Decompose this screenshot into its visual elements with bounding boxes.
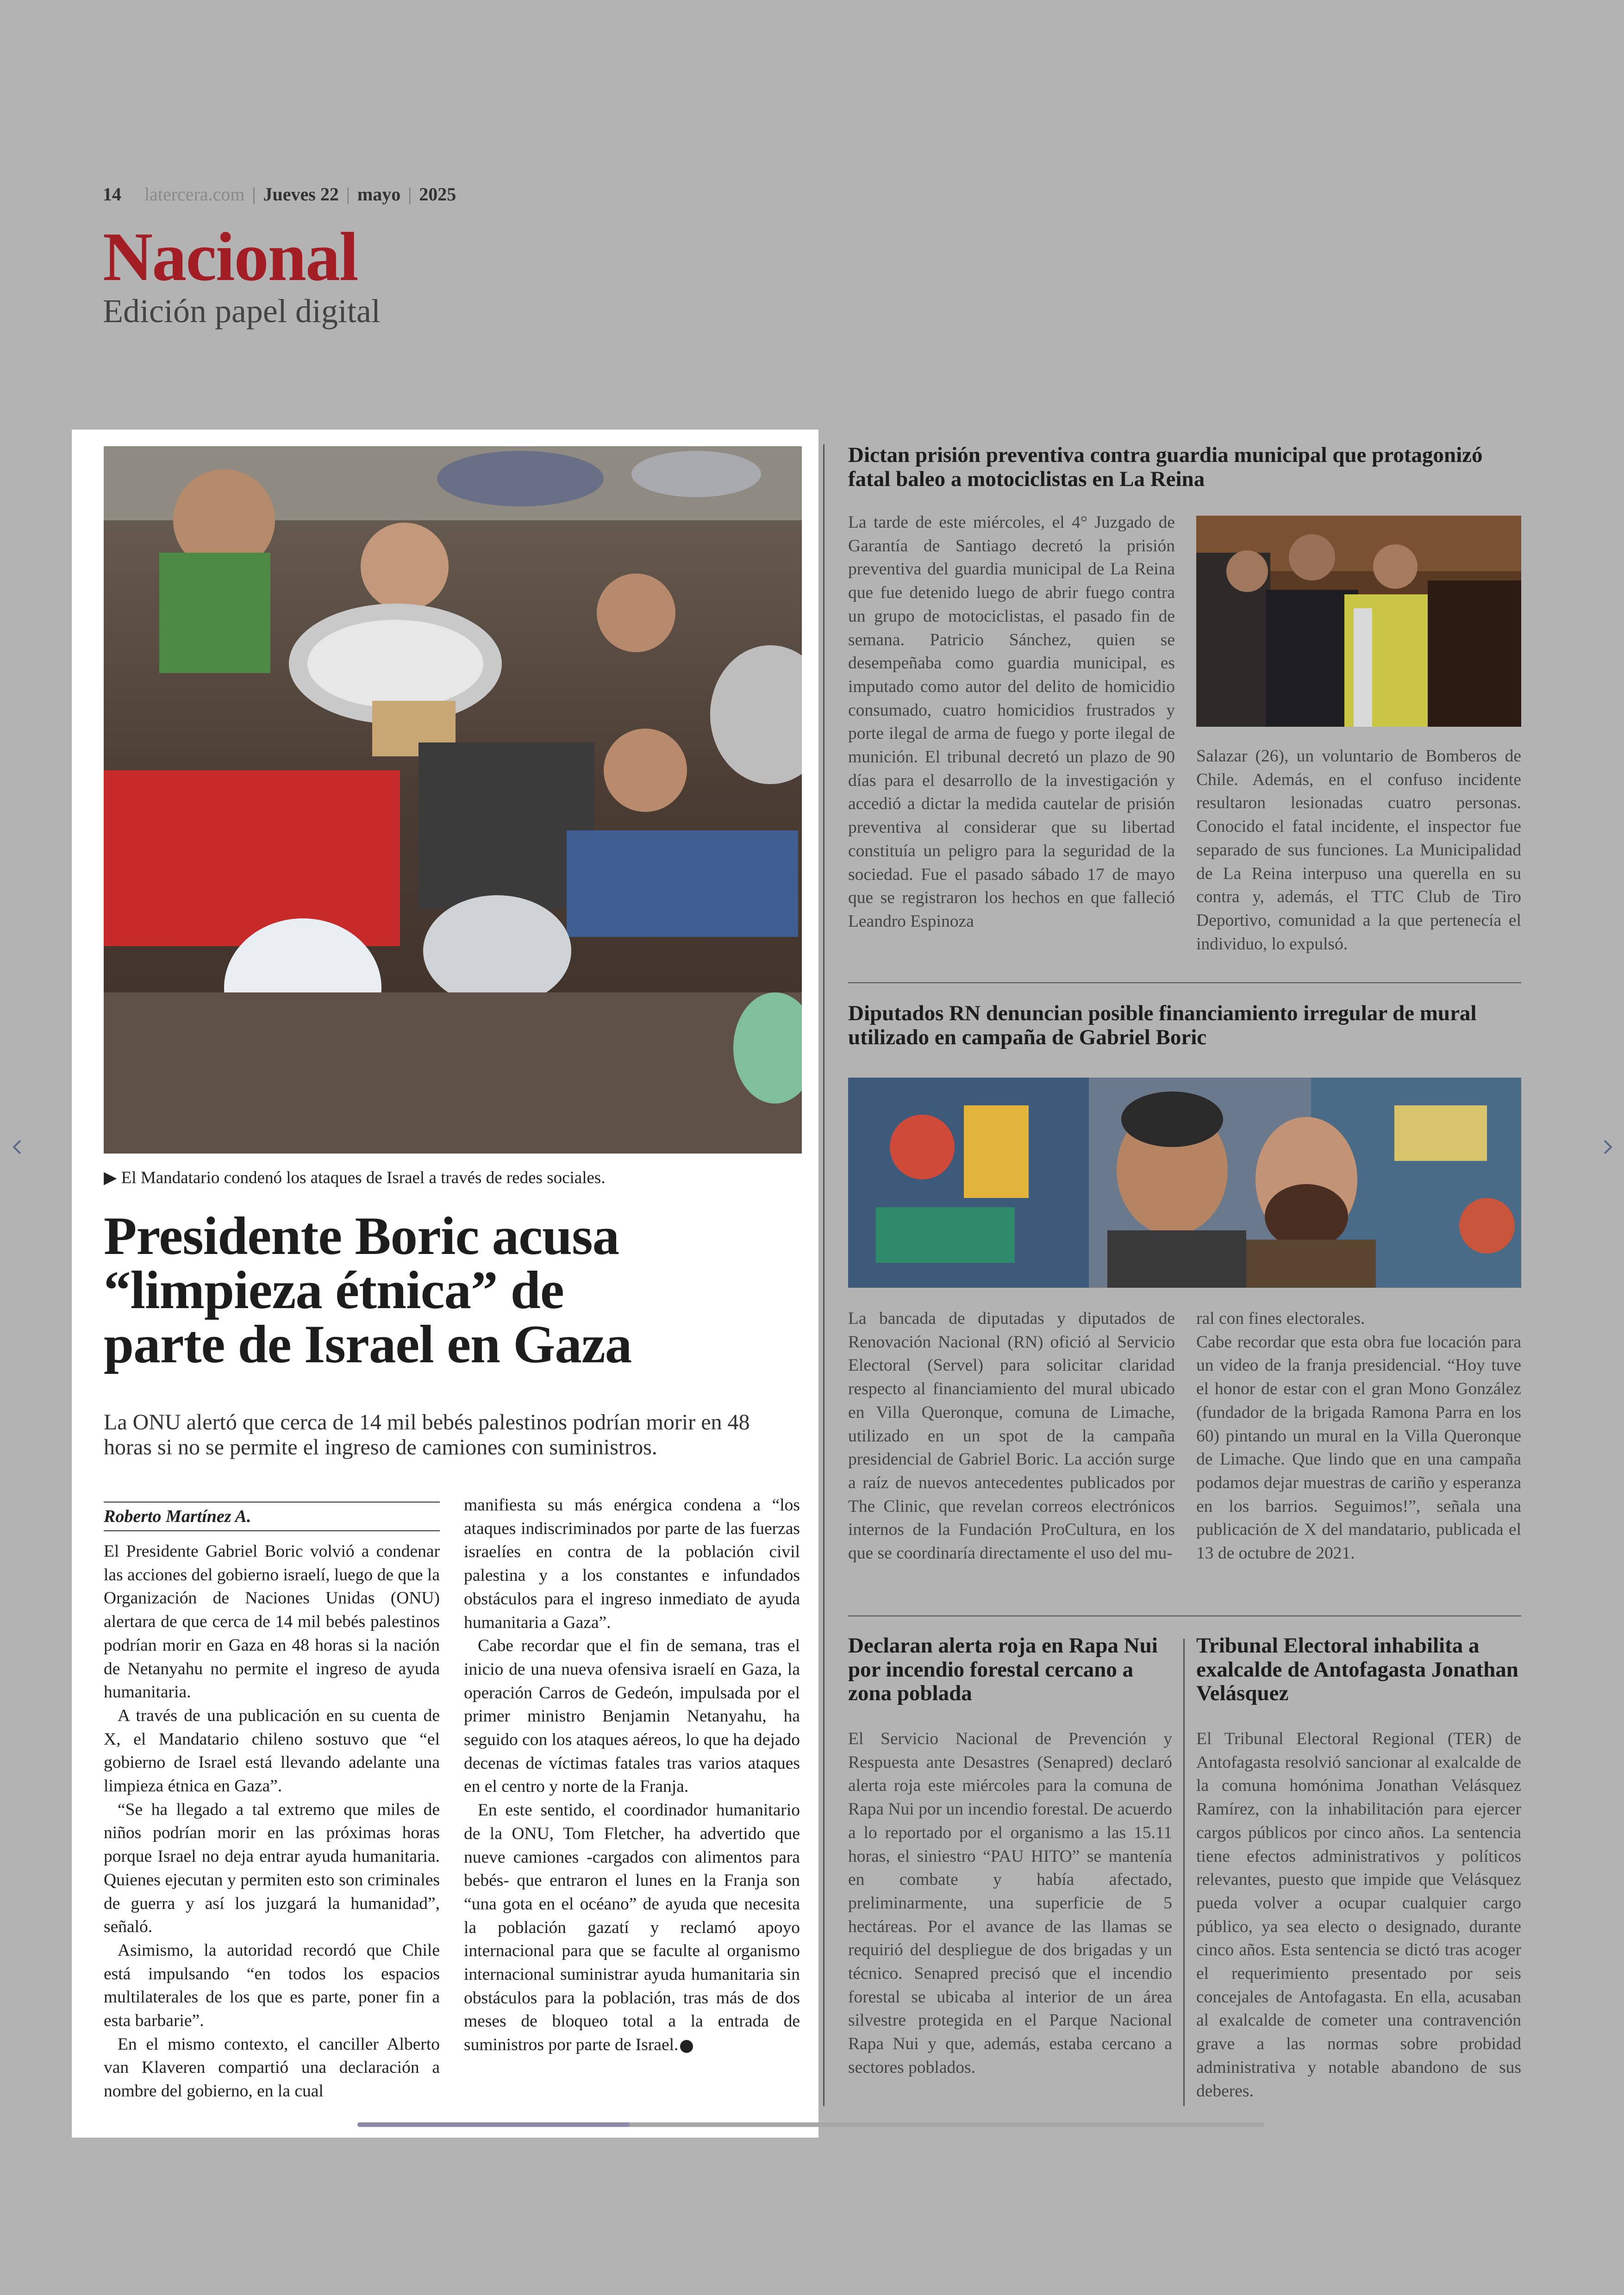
- byline: Roberto Martínez A.: [104, 1507, 251, 1526]
- story-1-column-1: La tarde de este miércoles, el 4° Juzgado de Garantía de Santiago decretó la prisión preventiva del guardia municipal de La Reina que fue detenido luego de abrir fuego contra un grupo de motociclistas, el pasado fin de semana. Patricio Sánchez, quien se desempeñaba como guardia municipal, es imputado como autor del delito de homicidio consumado, cuatro homicidios frustrados y porte ilegal de arma de fuego y porte ilegal de munición. El tribunal decretó un plazo de 90 días para el desarrollo de la investigación y accedió a dictar la medida cautelar de prisión preventiva al considerar que su libertad constituía un peligro para la seguridad de la sociedad. Fue el pasado sábado 17 de mayo que se registraron los hechos en que falleció Leandro Espinoza: [848, 513, 1175, 931]
- masthead-line: [103, 183, 456, 205]
- paragraph: manifiesta su más enérgica condena a “los ataques indiscriminados por parte de las fuerzas israelíes en contra de la población civil palestina y a los constantes e infundados obstáculos para el ingreso inmediato de ayuda humanitaria a Gaza”.: [464, 1496, 800, 1632]
- chevron-left-icon[interactable]: [8, 1138, 27, 1156]
- story-3-title: Declaran alerta roja en Rapa Nui por incendio forestal cercano a zona poblada: [848, 1634, 1158, 1706]
- main-article-photo: [104, 446, 802, 1154]
- headline-line: “limpieza étnica” de: [104, 1260, 564, 1320]
- paragraph-text: En este sentido, el coordinador humanitario de la ONU, Tom Fletcher, ha advertido que nueve camiones -cargados con alimentos para bebés- que entraron el lunes en la Franja son “una gota en el océano” de ayuda que necesita la población gazatí y reclamó apoyo internacional para que se faculte al organismo internacional suministrar ayuda humanitaria sin obstáculos para la población, tras más de dos meses de bloqueo total a la entrada de suministros por parte de Israel.: [464, 1801, 800, 2055]
- main-article-column-1: [104, 1540, 440, 2103]
- story-divider: [848, 1615, 1521, 1616]
- story-4-title: Tribunal Electoral inhabilita a exalcalde de Antofagasta Jonathan Velásquez: [1196, 1634, 1518, 1706]
- paragraph: [464, 1799, 800, 2057]
- paragraph: “Se ha llegado a tal extremo que miles de niños podrían morir en las próximas horas porque Israel no deja entrar ayuda humanitaria. Quienes ejecutan y permiten esto son criminales de guerra y así los juzgará la humanidad”, señaló.: [104, 1800, 440, 1937]
- byline-rule: [104, 1530, 440, 1531]
- paragraph: Asimismo, la autoridad recordó que Chile está impulsando “en todos los espacios multilaterales de los que es parte, poner fin a esta barbarie”.: [104, 1940, 440, 2031]
- photo-caption: ▶ El Mandatario condenó los ataques de Israel a través de redes sociales.: [104, 1168, 606, 1187]
- main-subheadline: La ONU alertó que cerca de 14 mil bebés palestinos podrían morir en 48 horas si no se permite el ingreso de camiones con suministros.: [104, 1410, 750, 1460]
- story-2-photo: [848, 1078, 1521, 1288]
- headline-line: Presidente Boric acusa: [104, 1206, 619, 1266]
- separator: |: [346, 184, 350, 205]
- column-divider: [823, 444, 824, 2106]
- byline-rule: [104, 1502, 440, 1503]
- page-scrollbar-thumb[interactable]: [357, 2122, 630, 2127]
- paragraph: El Presidente Gabriel Boric volvió a condenar las acciones del gobierno israelí, luego de que la Organización de Naciones Unidas (ONU) alertara de que cerca de 14 mil bebés palestinos podrían morir en Gaza en 48 horas si la nación de Netanyahu no permite el ingreso de ayuda humanitaria.: [104, 1542, 440, 1702]
- story-divider: [848, 982, 1521, 983]
- story-3-body: El Servicio Nacional de Prevención y Respuesta ante Desastres (Senapred) declaró alerta roja este miércoles para la comuna de Rapa Nui por un incendio forestal. De acuerdo a lo reportado por el organismo a las 15.11 horas, el siniestro “PAU HITO” se mantenía en combate y había afectado, preliminarmente, una superficie de 5 hectáreas. Por el avance de las llamas se requirió del despliegue de dos brigadas y un técnico. Senapred precisó que el incendio forestal se ubicaba al interior de un área silvestre protegida en el Parque Nacional Rapa Nui y que, además, estaba cercano a sectores poblados.: [848, 1729, 1172, 2077]
- headline-line: parte de Israel en Gaza: [104, 1315, 632, 1374]
- story-2-column-1: La bancada de diputadas y diputados de Renovación Nacional (RN) ofició al Servicio Electoral (Servel) para solicitar claridad respecto al financiamiento del mural ubicado en Villa Queronque, comuna de Limache, utilizado en un spot de la campaña presidencial de Gabriel Boric. La acción surge a raíz de nuevos antecedentes publicados por The Clinic, que revelan correos electrónicos internos de la Fundación ProCultura, en los que se coordinaría directamente el uso del mu-: [848, 1309, 1175, 1563]
- paragraph: En el mismo contexto, el canciller Alberto van Klaveren compartió una declaración a nombre del gobierno, en la cual: [104, 2034, 440, 2101]
- main-headline: [104, 1206, 798, 1374]
- site-name: latercera.com: [144, 184, 245, 205]
- chevron-right-icon[interactable]: [1598, 1138, 1617, 1156]
- separator: |: [408, 184, 412, 205]
- end-of-article-dot-icon: [680, 2040, 693, 2053]
- story-1-photo: [1196, 516, 1521, 727]
- year: 2025: [419, 184, 456, 205]
- paragraph: Cabe recordar que el fin de semana, tras el inicio de una nueva ofensiva israelí en Gaza, la operación Carros de Gedeón, impulsada por el primer ministro Benjamin Netanyahu, ha seguido con los ataques aéreos, lo que ha dejado decenas de víctimas fatales tras varios ataques en el centro y norte de la Franja.: [464, 1636, 800, 1796]
- month: mayo: [357, 184, 401, 205]
- story-4-body: El Tribunal Electoral Regional (TER) de Antofagasta resolvió sancionar al exalcalde de la comuna homónima Jonathan Velásquez Ramírez, con la inhabilitación para ejercer cargos públicos por cinco años. La sentencia tiene efectos administrativos y políticos relevantes, puesto que impide que Velásquez pueda volver a ocupar cualquier cargo público, ya sea electo o designado, durante cinco años. Esta sentencia se dictó tras acoger el requerimiento presentado por seis concejales de Antofagasta. En ella, acusaban al exalcalde de cometer una contravención grave a las normas sobre probidad administrativa y notable abandono de sus deberes.: [1196, 1729, 1521, 2101]
- paragraph: Cabe recordar que esta obra fue locación para un video de la franja presidencial. “Hoy tuve el honor de estar con el gran Mono González (fundador de la brigada Ramona Parra en los 60) pintando un mural en la Villa Queronque de Limache. Que lindo que en una campaña podamos dejar muestras de cariño y esperanza en los barrios. Seguimos!”, señala una publicación de X del mandatario, publicada el 13 de octubre de 2021.: [1196, 1332, 1521, 1563]
- story-1-title: Dictan prisión preventiva contra guardia municipal que protagonizó fatal baleo a motociclistas en La Reina: [848, 443, 1483, 491]
- story-2-column-2: [1196, 1307, 1521, 1565]
- paragraph: ral con fines electorales.: [1196, 1309, 1365, 1328]
- section-title: Nacional: [103, 218, 358, 295]
- edition-subtitle: Edición papel digital: [103, 293, 381, 330]
- main-article-column-2: [464, 1494, 800, 2057]
- column-divider: [1183, 1639, 1185, 2106]
- separator: |: [252, 184, 256, 205]
- page-number: 14: [103, 184, 121, 205]
- weekday-day: Jueves 22: [263, 184, 339, 205]
- story-2-title: Diputados RN denuncian posible financiamiento irregular de mural utilizado en campaña de Gabriel Boric: [848, 1001, 1477, 1049]
- paragraph: A través de una publicación en su cuenta de X, el Mandatario chileno sostuvo que “el gobierno de Israel está llevando adelante una limpieza étnica en Gaza”.: [104, 1706, 440, 1796]
- story-1-column-2: Salazar (26), un voluntario de Bomberos de Chile. Además, en el confuso incidente resultaron lesionadas cuatro personas. Conocido el fatal incidente, el inspector fue separado de sus funciones. La Municipalidad de La Reina interpuso una querella en su contra y, además, el TTC Club de Tiro Deportivo, comunidad a la que pertenecía el individuo, lo expulsó.: [1196, 747, 1521, 954]
